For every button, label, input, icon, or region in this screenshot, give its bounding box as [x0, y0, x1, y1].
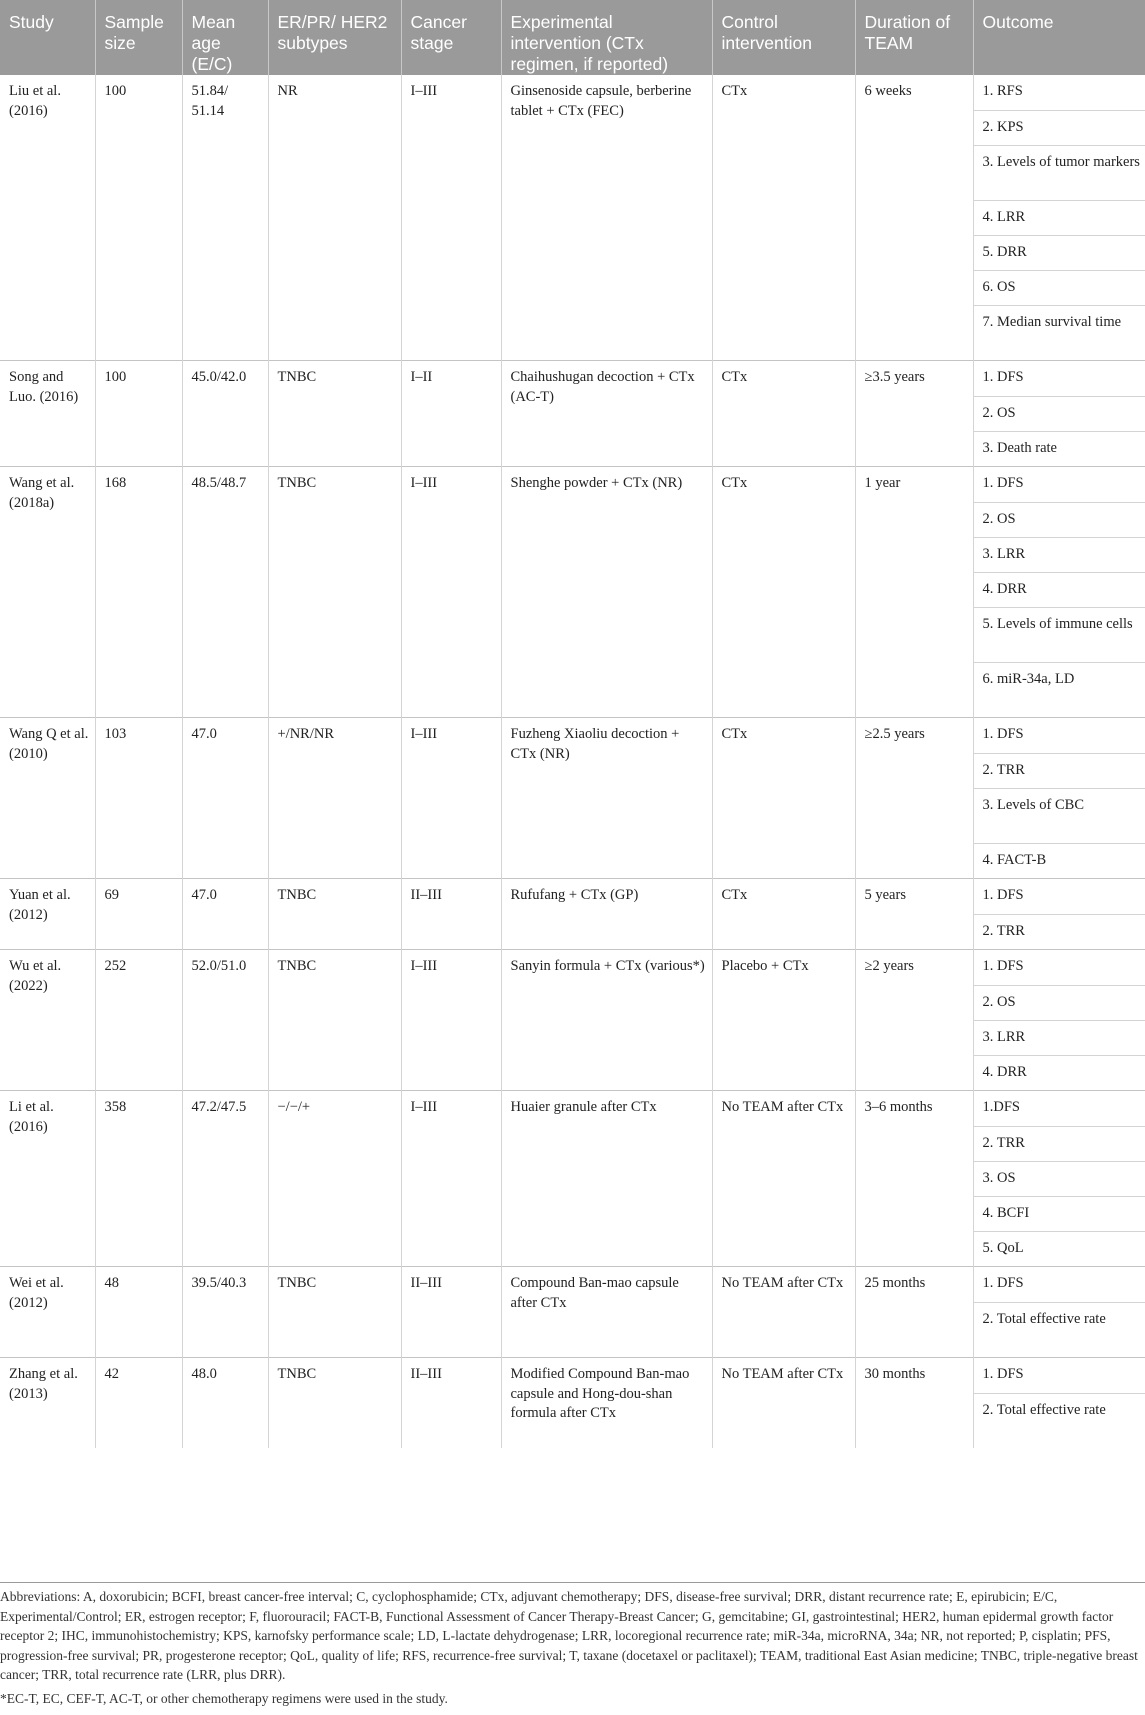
cell-subtypes: +/NR/NR [268, 718, 401, 879]
outcome-item: 2. OS [974, 985, 1145, 1020]
outcome-item: 3. LRR [974, 537, 1145, 572]
outcome-item: 2. TRR [974, 914, 1145, 949]
outcome-item: 2. TRR [974, 753, 1145, 788]
cell-cancer-stage: II–III [401, 1358, 501, 1449]
cell-mean-age: 45.0/42.0 [182, 361, 268, 467]
cell-mean-age: 47.0 [182, 718, 268, 879]
cell-outcome [973, 467, 1145, 718]
outcome-item: 6. OS [974, 270, 1145, 305]
outcome-item: 5. Levels of immune cells [974, 607, 1145, 662]
table-row [0, 361, 1145, 467]
cell-duration: ≥3.5 years [855, 361, 973, 467]
outcome-item: 2. KPS [974, 110, 1145, 145]
cell-study: Song and Luo. (2016) [0, 361, 95, 467]
cell-subtypes: NR [268, 75, 401, 361]
cell-experimental-intervention: Modified Compound Ban-mao capsule and Hong-dou-shan formula after CTx [501, 1358, 712, 1449]
outcome-item: 2. Total effective rate [974, 1302, 1145, 1357]
outcome-item: 3. Death rate [974, 431, 1145, 466]
cell-experimental-intervention: Huaier granule after CTx [501, 1091, 712, 1267]
cell-mean-age: 51.84/ 51.14 [182, 75, 268, 361]
cell-outcome [973, 879, 1145, 950]
outcome-item: 1. DFS [982, 1366, 1024, 1382]
cell-cancer-stage: I–III [401, 950, 501, 1091]
cell-duration: ≥2 years [855, 950, 973, 1091]
header-mean-age: Mean age (E/C) [182, 0, 268, 75]
outcome-item: 2. Total effective rate [974, 1393, 1145, 1448]
cell-experimental-intervention: Fuzheng Xiaoliu decoction + CTx (NR) [501, 718, 712, 879]
cell-sample-size: 168 [95, 467, 182, 718]
header-outcome: Outcome [973, 0, 1145, 75]
cell-outcome [973, 75, 1145, 361]
cell-experimental-intervention: Rufufang + CTx (GP) [501, 879, 712, 950]
table-row [0, 75, 1145, 361]
cell-control-intervention: Placebo + CTx [712, 950, 855, 1091]
cell-cancer-stage: I–III [401, 75, 501, 361]
cell-experimental-intervention: Shenghe powder + CTx (NR) [501, 467, 712, 718]
cell-mean-age: 39.5/40.3 [182, 1267, 268, 1358]
cell-sample-size: 100 [95, 75, 182, 361]
cell-outcome [973, 718, 1145, 879]
cell-outcome [973, 1091, 1145, 1267]
cell-control-intervention: CTx [712, 718, 855, 879]
table-row [0, 879, 1145, 950]
cell-sample-size: 103 [95, 718, 182, 879]
cell-duration: 1 year [855, 467, 973, 718]
outcome-item: 1. DFS [982, 726, 1024, 742]
cell-cancer-stage: I–III [401, 718, 501, 879]
outcome-item: 7. Median survival time [974, 305, 1145, 360]
header-cancer-stage: Cancer stage [401, 0, 501, 75]
table-row [0, 1091, 1145, 1267]
header-study: Study [0, 0, 95, 75]
table-row [0, 950, 1145, 1091]
outcome-item: 3. Levels of tumor markers [974, 145, 1145, 200]
cell-experimental-intervention: Compound Ban-mao capsule after CTx [501, 1267, 712, 1358]
cell-study: Wu et al. (2022) [0, 950, 95, 1091]
cell-sample-size: 42 [95, 1358, 182, 1449]
outcome-item: 1. RFS [982, 83, 1023, 99]
cell-control-intervention: No TEAM after CTx [712, 1267, 855, 1358]
cell-cancer-stage: I–III [401, 467, 501, 718]
outcome-item: 2. OS [974, 502, 1145, 537]
outcome-item: 5. DRR [974, 235, 1145, 270]
regimen-note: *EC-T, EC, CEF-T, AC-T, or other chemotherapy regimens were used in the study. [0, 1690, 448, 1706]
cell-experimental-intervention: Sanyin formula + CTx (various*) [501, 950, 712, 1091]
outcome-item: 4. DRR [974, 572, 1145, 607]
cell-study: Wang et al. (2018a) [0, 467, 95, 718]
cell-outcome [973, 1358, 1145, 1449]
cell-subtypes: TNBC [268, 361, 401, 467]
outcome-item: 1. DFS [982, 887, 1024, 903]
cell-subtypes: −/−/+ [268, 1091, 401, 1267]
cell-duration: 3–6 months [855, 1091, 973, 1267]
outcome-item: 4. DRR [974, 1055, 1145, 1090]
header-experimental-intervention: Experimental intervention (CTx regimen, if reported) [501, 0, 712, 75]
cell-subtypes: TNBC [268, 950, 401, 1091]
header-control-intervention: Control intervention [712, 0, 855, 75]
cell-cancer-stage: I–II [401, 361, 501, 467]
cell-cancer-stage: I–III [401, 1091, 501, 1267]
outcome-item: 1. DFS [982, 958, 1024, 974]
outcome-item: 5. QoL [974, 1231, 1145, 1266]
cell-control-intervention: No TEAM after CTx [712, 1358, 855, 1449]
cell-duration: 5 years [855, 879, 973, 950]
cell-study: Yuan et al. (2012) [0, 879, 95, 950]
cell-outcome [973, 1267, 1145, 1358]
cell-cancer-stage: II–III [401, 879, 501, 950]
header-sample-size: Sample size [95, 0, 182, 75]
cell-sample-size: 252 [95, 950, 182, 1091]
header-duration: Duration of TEAM [855, 0, 973, 75]
outcome-item: 3. OS [974, 1161, 1145, 1196]
outcome-item: 2. TRR [974, 1126, 1145, 1161]
cell-control-intervention: CTx [712, 467, 855, 718]
abbreviations-note: Abbreviations: A, doxorubicin; BCFI, breast cancer-free interval; C, cyclophosphamide; CTx, adjuvant chemotherapy; DFS, disease-free survival; DRR, distant recurrence rate; E, epirubicin; E/C, Experimental/Control; ER, estrogen receptor; F, fluorouracil; FACT-B, Functional Assessment of Cancer Therapy-Breast Cancer; G, gemcitabine; GI, gastrointestinal; HER2, human epidermal growth factor receptor 2; IHC, immunohistochemistry; KPS, karnofsky performance scale; LD, L-lactate dehydrogenase; LRR, locoregional recurrence rate; miR-34a, microRNA, 34a; NR, not reported; P, cisplatin; PFS, progression-free survival; PR, progesterone receptor; QoL, quality of life; RFS, recurrence-free survival; T, taxane (docetaxel or paclitaxel); TEAM, traditional East Asian medicine; TNBC, triple-negative breast cancer; TRR, total recurrence rate (LRR, plus DRR). [0, 1589, 1138, 1682]
cell-experimental-intervention: Ginsenoside capsule, berberine tablet + CTx (FEC) [501, 75, 712, 361]
cell-sample-size: 48 [95, 1267, 182, 1358]
table-row [0, 1267, 1145, 1358]
outcome-item: 1.DFS [982, 1099, 1020, 1115]
cell-outcome [973, 950, 1145, 1091]
cell-duration: 6 weeks [855, 75, 973, 361]
table-header-row [0, 0, 1145, 75]
outcome-item: 4. FACT-B [974, 843, 1145, 878]
outcome-item: 1. DFS [982, 369, 1024, 385]
cell-control-intervention: CTx [712, 75, 855, 361]
cell-experimental-intervention: Chaihushugan decoction + CTx (AC-T) [501, 361, 712, 467]
cell-study: Wang Q et al. (2010) [0, 718, 95, 879]
outcome-item: 4. BCFI [974, 1196, 1145, 1231]
cell-mean-age: 48.5/48.7 [182, 467, 268, 718]
table-row [0, 1358, 1145, 1449]
table-row [0, 467, 1145, 718]
cell-sample-size: 358 [95, 1091, 182, 1267]
outcome-item: 4. LRR [974, 200, 1145, 235]
cell-mean-age: 47.2/47.5 [182, 1091, 268, 1267]
table-body [0, 75, 1145, 1448]
cell-control-intervention: CTx [712, 879, 855, 950]
table-footnotes [0, 1587, 1140, 1708]
cell-cancer-stage: II–III [401, 1267, 501, 1358]
cell-subtypes: TNBC [268, 1267, 401, 1358]
cell-study: Wei et al. (2012) [0, 1267, 95, 1358]
outcome-item: 1. DFS [982, 475, 1024, 491]
cell-duration: 30 months [855, 1358, 973, 1449]
table-bottom-rule [0, 1582, 1145, 1583]
cell-subtypes: TNBC [268, 467, 401, 718]
cell-sample-size: 100 [95, 361, 182, 467]
outcome-item: 2. OS [974, 396, 1145, 431]
outcome-item: 6. miR-34a, LD [974, 662, 1145, 717]
cell-duration: ≥2.5 years [855, 718, 973, 879]
cell-mean-age: 48.0 [182, 1358, 268, 1449]
cell-outcome [973, 361, 1145, 467]
cell-study: Liu et al. (2016) [9, 83, 61, 119]
header-subtypes: ER/PR/ HER2 subtypes [268, 0, 401, 75]
cell-sample-size: 69 [95, 879, 182, 950]
cell-subtypes: TNBC [268, 1358, 401, 1449]
table-row [0, 718, 1145, 879]
outcome-item: 1. DFS [982, 1275, 1024, 1291]
cell-study: Li et al. (2016) [0, 1091, 95, 1267]
cell-duration: 25 months [855, 1267, 973, 1358]
cell-control-intervention: CTx [712, 361, 855, 467]
cell-mean-age: 47.0 [182, 879, 268, 950]
outcome-item: 3. Levels of CBC [974, 788, 1145, 843]
outcome-item: 3. LRR [974, 1020, 1145, 1055]
cell-control-intervention: No TEAM after CTx [712, 1091, 855, 1267]
cell-mean-age: 52.0/51.0 [182, 950, 268, 1091]
cell-study: Zhang et al. (2013) [0, 1358, 95, 1449]
cell-subtypes: TNBC [268, 879, 401, 950]
